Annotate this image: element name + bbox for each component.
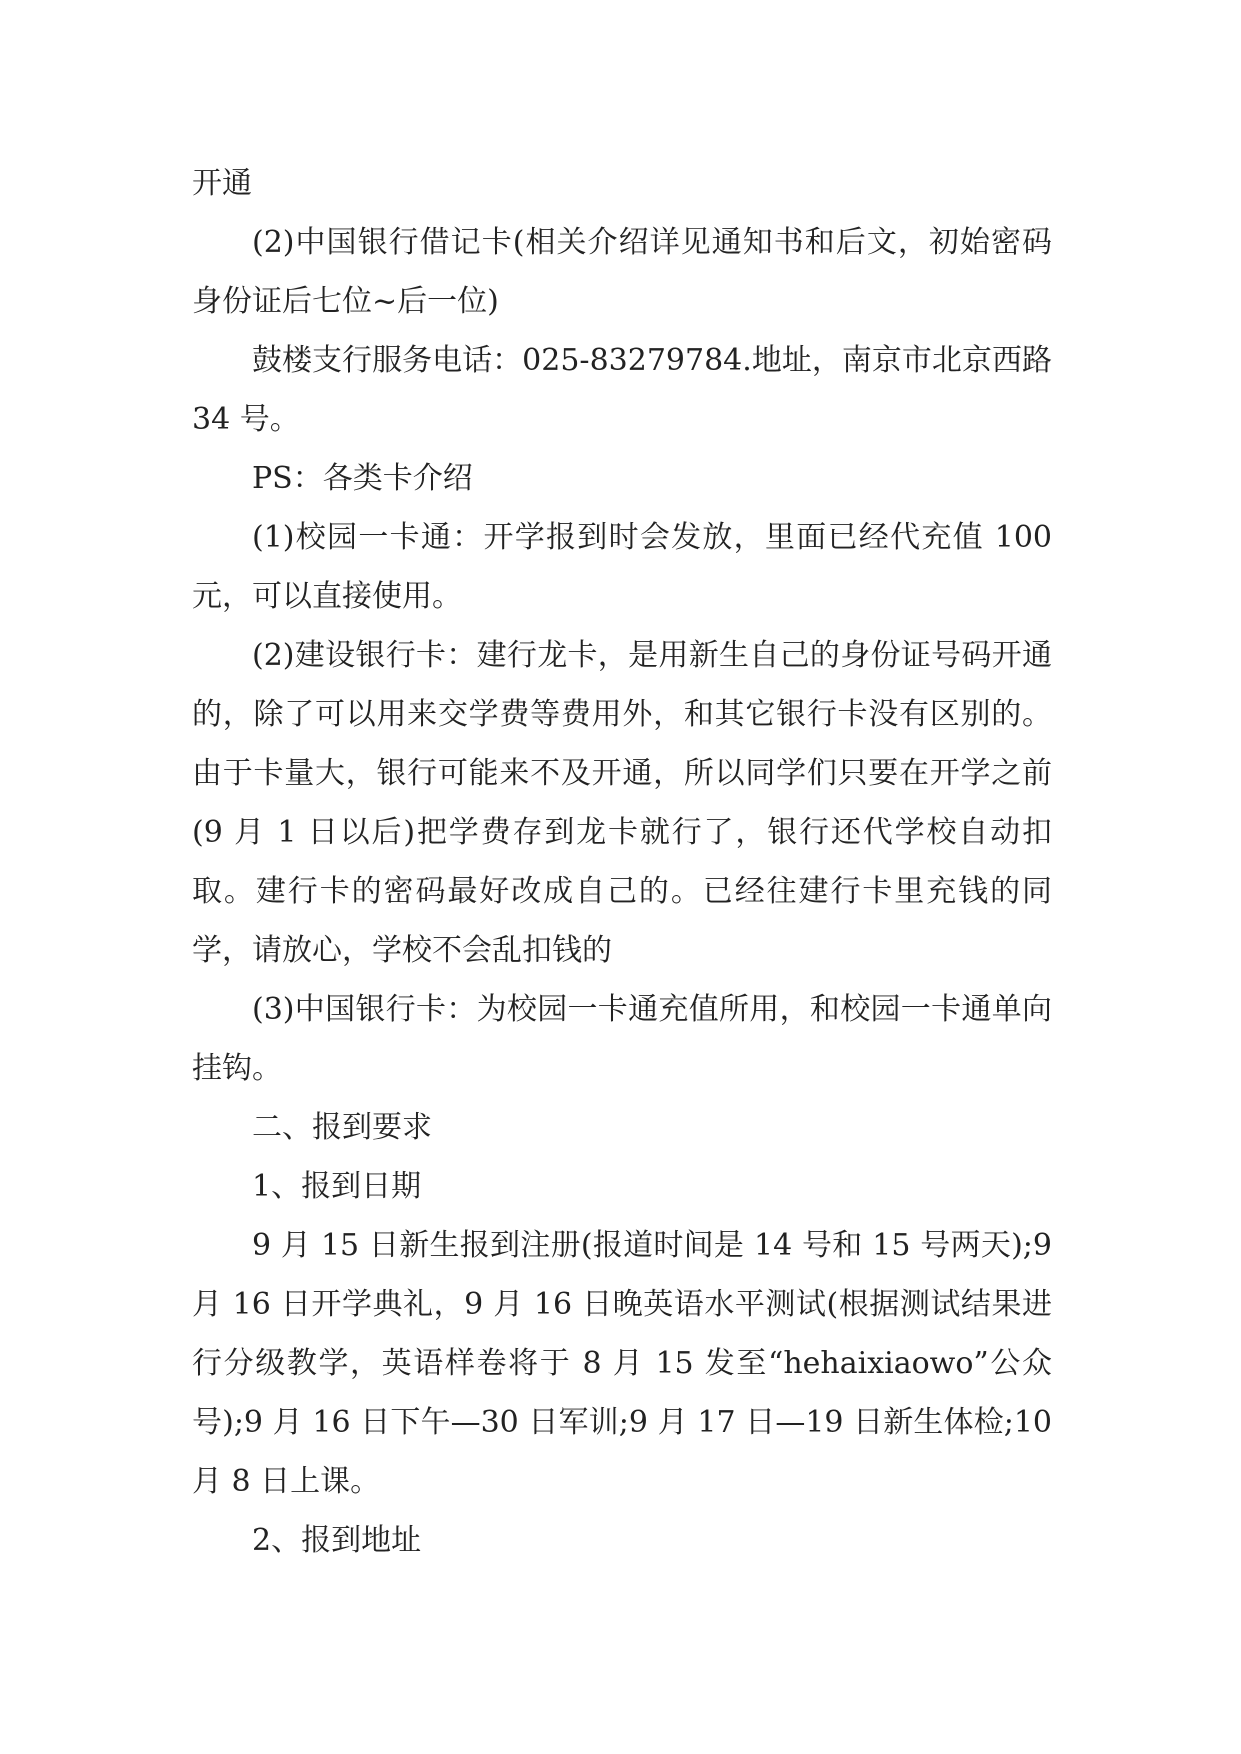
subheading-registration-date: 1、报到日期 — [252, 1169, 422, 1204]
paragraph-schedule: 9 月 15 日新生报到注册(报道时间是 14 号和 15 号两天);9 月 16 日开学典礼，9 月 16 日晚英语水平测试(根据测试结果进行分级教学，英语样卷将于 8 月 15 发至“hehaixiaowo”公众号);9 月 16 日下午—30 日军训;9 月 17 日—19 日新生体检;10 月 8 日上课。 — [192, 1228, 1052, 1499]
paragraph-boc-card: (3)中国银行卡：为校园一卡通充值所用，和校园一卡通单向挂钩。 — [192, 992, 1052, 1086]
paragraph-boc-debit-card: (2)中国银行借记卡(相关介绍详见通知书和后文，初始密码身份证后七位~后一位) — [192, 225, 1052, 319]
paragraph-ccb-card: (2)建设银行卡：建行龙卡，是用新生自己的身份证号码开通的，除了可以用来交学费等费用外，和其它银行卡没有区别的。由于卡量大，银行可能来不及开通，所以同学们只要在开学之前(9 月 1 日以后)把学费存到龙卡就行了，银行还代学校自动扣取。建行卡的密码最好改成自己的。已经往建行卡里充钱的同学，请放心，学校不会乱扣钱的 — [192, 638, 1052, 968]
paragraph-gulou-branch-contact: 鼓楼支行服务电话：025-83279784.地址，南京市北京西路 34 号。 — [192, 343, 1052, 437]
document-body — [192, 154, 1052, 1570]
paragraph-ps-card-intro: PS：各类卡介绍 — [252, 461, 473, 496]
paragraph-campus-card: (1)校园一卡通：开学报到时会发放，里面已经代充值 100 元，可以直接使用。 — [192, 520, 1052, 614]
paragraph-continuation: 开通 — [192, 166, 252, 201]
section-heading-registration-requirements: 二、报到要求 — [252, 1110, 432, 1145]
subheading-registration-address: 2、报到地址 — [252, 1523, 422, 1558]
